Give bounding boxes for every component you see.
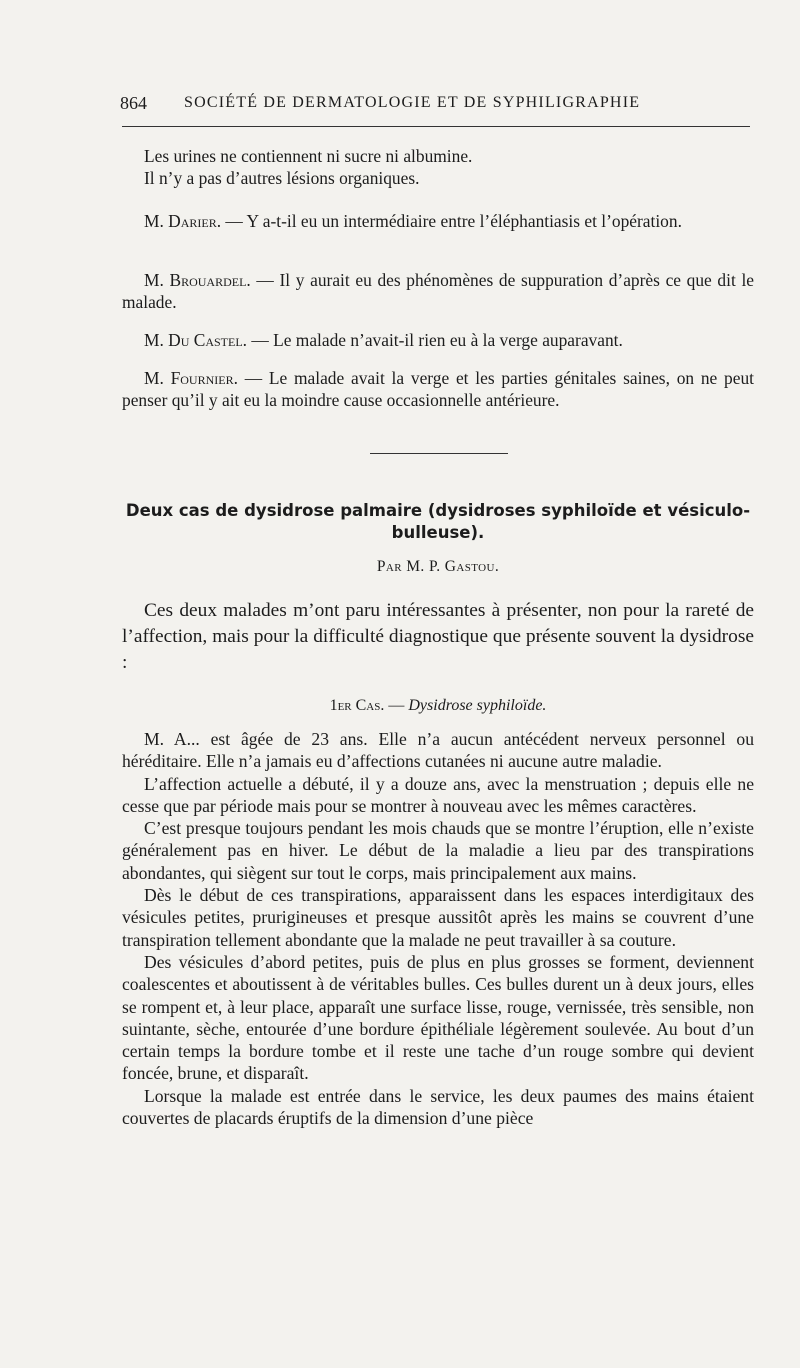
case-paragraph: L’affection actuelle a débuté, il y a douze ans, avec la menstruation ; depuis elle ne cesse que par période mais pour se montrer à nouveau avec les mêmes caractères. [122,773,754,816]
discussion-block [122,146,754,190]
brouardel-remark [122,270,754,314]
running-header [120,93,760,117]
lesions-line: Il n’y a pas d’autres lésions organiques. [144,167,420,188]
darier-text: — Y a-t-il eu un intermédiaire entre l’éléphantiasis et l’opération. [221,211,682,231]
case-paragraph: Lorsque la malade est entrée dans le service, les deux paumes des mains étaient couvertes de placards éruptifs de la dimension d’une pièce [122,1085,754,1129]
intro-paragraph: Ces deux malades m’ont paru intéressantes à présenter, non pour la rareté de l’affection, mais pour la difficulté diagnostique que présente souvent la dysidrose : [122,600,754,673]
ducastel-text: — Le malade n’avait-il rien eu à la verge auparavant. [247,330,623,350]
case-paragraph: Des vésicules d’abord petites, puis de plus en plus grosses se forment, deviennent coalescentes et aboutissent à de véritables bulles. Ces bulles durent un à deux jours, elles se rompent et, à leur place, apparaît une surface lisse, rouge, vernissée, très sensible, non suintante, sèche, entourée d’une bordure épithéliale légèrement soulevée. Au bout d’un certain temps la bordure tombe et il reste une tache d’un rouge sombre qui devient foncée, brune, et disparaît. [122,951,754,1084]
fournier-text: — Le malade avait la verge et les parties génitales saines, on ne peut penser qu’il y ait eu la moindre cause occasionnelle antérieure. [122,368,754,410]
case-paragraph: C’est presque toujours pendant les mois chauds que se montre l’éruption, elle n’existe généralement pas en hiver. Le début de la maladie a lieu par des transpirations abondantes, qui siègent sur tout le corps, mais principalement aux mains. [122,818,754,883]
case-heading [122,697,754,715]
header-rule [122,126,750,127]
section-separator [370,453,508,454]
article-title: Deux cas de dysidrose palmaire (dysidroses syphiloïde et vésiculo-bulleuse). [125,501,751,542]
case-paragraph: M. A... est âgée de 23 ans. Elle n’a aucun antécédent nerveux personnel ou héréditaire. Elle n’a jamais eu d’affections cutanées ni aucune autre maladie. [122,729,754,772]
case-label: 1er Cas. — [329,697,405,714]
brouardel-text: — Il y aurait eu des phénomènes de suppuration d’après ce que dit le malade. [122,270,755,312]
case-paragraph: Dès le début de ces transpirations, apparaissent dans les espaces interdigitaux des vésicules petites, prurigineuses et presque aussitôt après les mains se couvrent d’une transpiration tellement abondante que la malade ne peut travailler à sa couture. [122,885,754,950]
speaker-brouardel: M. Brouardel. [144,270,251,290]
article-intro [122,598,754,676]
speaker-fournier: M. Fournier. [144,368,238,388]
running-title: SOCIÉTÉ DE DERMATOLOGIE ET DE SYPHILIGRAPHIE [184,94,641,111]
ducastel-remark [122,330,754,352]
speaker-ducastel: M. Du Castel. [144,330,248,350]
page-number: 864 [120,93,147,113]
speaker-darier: M. Darier. [144,211,222,231]
urine-line: Les urines ne contiennent ni sucre ni albumine. [144,146,473,166]
darier-remark [122,211,754,233]
article-byline: Par M. P. Gastou. [376,558,500,575]
fournier-remark [122,368,754,412]
case-title: Dysidrose syphiloïde. [408,697,547,714]
case-body [122,728,754,1129]
